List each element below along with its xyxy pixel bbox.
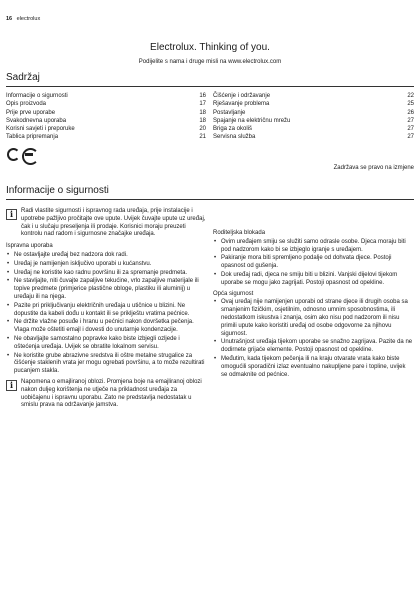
- list-item: • Pazite pri priključivanju električnih uređaja u utičnice u blizini. Ne dopustite da kabeli dođu u kontakt ili se priklještu vratima pećnice.: [6, 303, 206, 319]
- safety-left-column: [6, 208, 206, 414]
- toc-entry[interactable]: Svakodnevna uporaba 18: [6, 117, 206, 124]
- toc-entry[interactable]: Prije prve uporabe 18: [6, 109, 206, 116]
- info-icon: i: [6, 209, 17, 220]
- list-item: • Međutim, kada tijekom pečenja ili na kraju otvarate vrata kako biste omogućili sporadični izlaz eventualno nakupljene pare i topline, uvijek se odmaknite od pećnice.: [213, 356, 413, 379]
- safety-intro-note: [6, 208, 206, 239]
- list-item: • Ne obavljajte samostalno popravke kako biste izbjegli ozljede i oštećenja uređaja. Uvijek se obratite lokalnom servisu.: [6, 336, 206, 352]
- page-header: [6, 16, 40, 22]
- toc-entry[interactable]: Čišćenje i održavanje 22: [213, 93, 414, 99]
- reserve-note: Zadržava se pravo na izmjene: [333, 165, 414, 171]
- child-lock-list: [213, 239, 413, 288]
- toc-entry[interactable]: Spajanje na električnu mrežu 27: [213, 117, 414, 124]
- tagline: Electrolux. Thinking of you.: [150, 42, 270, 53]
- toc-entry[interactable]: Opis proizvoda 17: [6, 101, 206, 108]
- list-item: • Ne stavljajte, niti čuvajte zapaljive tekućine, vrlo zapaljive materijale ili topive predmete (primjerice plastične obloge, plastiku ili aluminij) u uređaju ili na njega.: [6, 278, 206, 301]
- correct-use-list: [6, 252, 206, 376]
- toc-divider: [6, 86, 414, 87]
- brand-name: electrolux: [16, 16, 41, 22]
- safety-right-column: [213, 208, 413, 380]
- toc-right-column: [213, 92, 414, 142]
- toc-left-column: [6, 92, 206, 142]
- safety-title: Informacije o sigurnosti: [6, 185, 109, 196]
- toc-entry[interactable]: Korisni savjeti i preporuke 20: [6, 126, 206, 133]
- list-item: • Ne koristite grube abrazivne sredstva ili oštre metalne strugalice za čišćenje staklenih vrata jer mogu ogrebati površinu, a to može rezultirati pucanjem stakla.: [6, 353, 206, 376]
- ce-mark-icon: [7, 148, 35, 161]
- enamel-note: [6, 379, 206, 410]
- list-item: • Unutrašnjost uređaja tijekom uporabe se snažno zagrijava. Pazite da ne dodirnete grijaće elemente. Postoji opasnost od opekline.: [213, 339, 413, 355]
- share-line: Podijelite s nama i druge misli na www.electrolux.com: [138, 59, 282, 65]
- list-item: • Dok uređaj radi, djeca ne smiju biti u blizini. Vanjski dijelovi tijekom uporabe se mogu jako zagrijati. Postoji opasnost od opekline.: [213, 272, 413, 288]
- child-lock-heading: Roditeljska blokada: [213, 230, 266, 236]
- list-item: • Ovim uređajem smiju se služiti samo odrasle osobe. Djeca moraju biti pod nadzorom kako bi se izbjeglo igranje s uređajem.: [213, 239, 413, 255]
- enamel-note-text: Napomena o emajliranoj oblozi. Promjena boje na emajliranoj oblozi nakon duljeg korištenja ne utječe na prikladnost uređaja za uobičajenu i ispravnu uporabu. Zato ne predstavlja nedostatak u smislu prava na održavanje jamstva.: [21, 378, 202, 409]
- toc-entry[interactable]: Postavljanje 26: [213, 109, 414, 116]
- toc-entry[interactable]: Informacije o sigurnosti 16: [6, 93, 206, 99]
- toc-entry[interactable]: Rješavanje problema 25: [213, 101, 414, 108]
- correct-use-heading: Ispravna uporaba: [6, 243, 53, 250]
- list-item: • Uređaj ne koristite kao radnu površinu ili za spremanje predmeta.: [6, 270, 206, 278]
- toc-entry[interactable]: Briga za okoliš 27: [213, 126, 414, 133]
- list-item: • Ne držite vlažne posuđe i hranu u pećnici nakon dovršetka pečenja. Vlaga može oštetiti emajl i dovesti do unutarnje kondenzacije.: [6, 319, 206, 335]
- list-item: • Pakiranje mora biti spremljeno podalje od dohvata djece. Postoji opasnost od gušenja.: [213, 255, 413, 271]
- list-item: • Ovaj uređaj nije namijenjen uporabi od strane djece ili drugih osoba sa smanjenim fizičkim, osjetilnim, odnosno umnim sposobnostima, ili nedostatkom iskustva i znanja, osim ako nisu pod nadzorom ili nisu primili upute kako koristiti uređaj od osobe odgovorne za njihovu sigurnost.: [213, 299, 413, 338]
- info-icon: i: [6, 380, 17, 391]
- list-item: • Uređaj je namijenjen isključivo uporabi u kućanstvu.: [6, 261, 206, 269]
- safety-divider: [6, 199, 414, 200]
- safety-intro-text: Radi vlastite sigurnosti i ispravnog rada uređaja, prije instalacije i upotrebe pažljivo pročitajte ove upute. Uvijek čuvajte upute uz uređaj, čak i u slučaju preseljenja ili prodaje. Korisnici moraju preuzeti kontrolu nad radom i sigurnosne značajke uređaja.: [21, 208, 206, 238]
- toc-entry[interactable]: Tablica pripremanja 21: [6, 134, 206, 141]
- general-safety-heading: Opća sigurnost: [213, 290, 254, 297]
- list-item: • Ne ostavljajte uređaj bez nadzora dok radi.: [6, 252, 206, 260]
- page-number: 16: [6, 16, 13, 22]
- toc-title: Sadržaj: [6, 72, 40, 83]
- toc-entry[interactable]: Servisna služba 27: [213, 134, 414, 141]
- general-safety-list: [213, 299, 413, 379]
